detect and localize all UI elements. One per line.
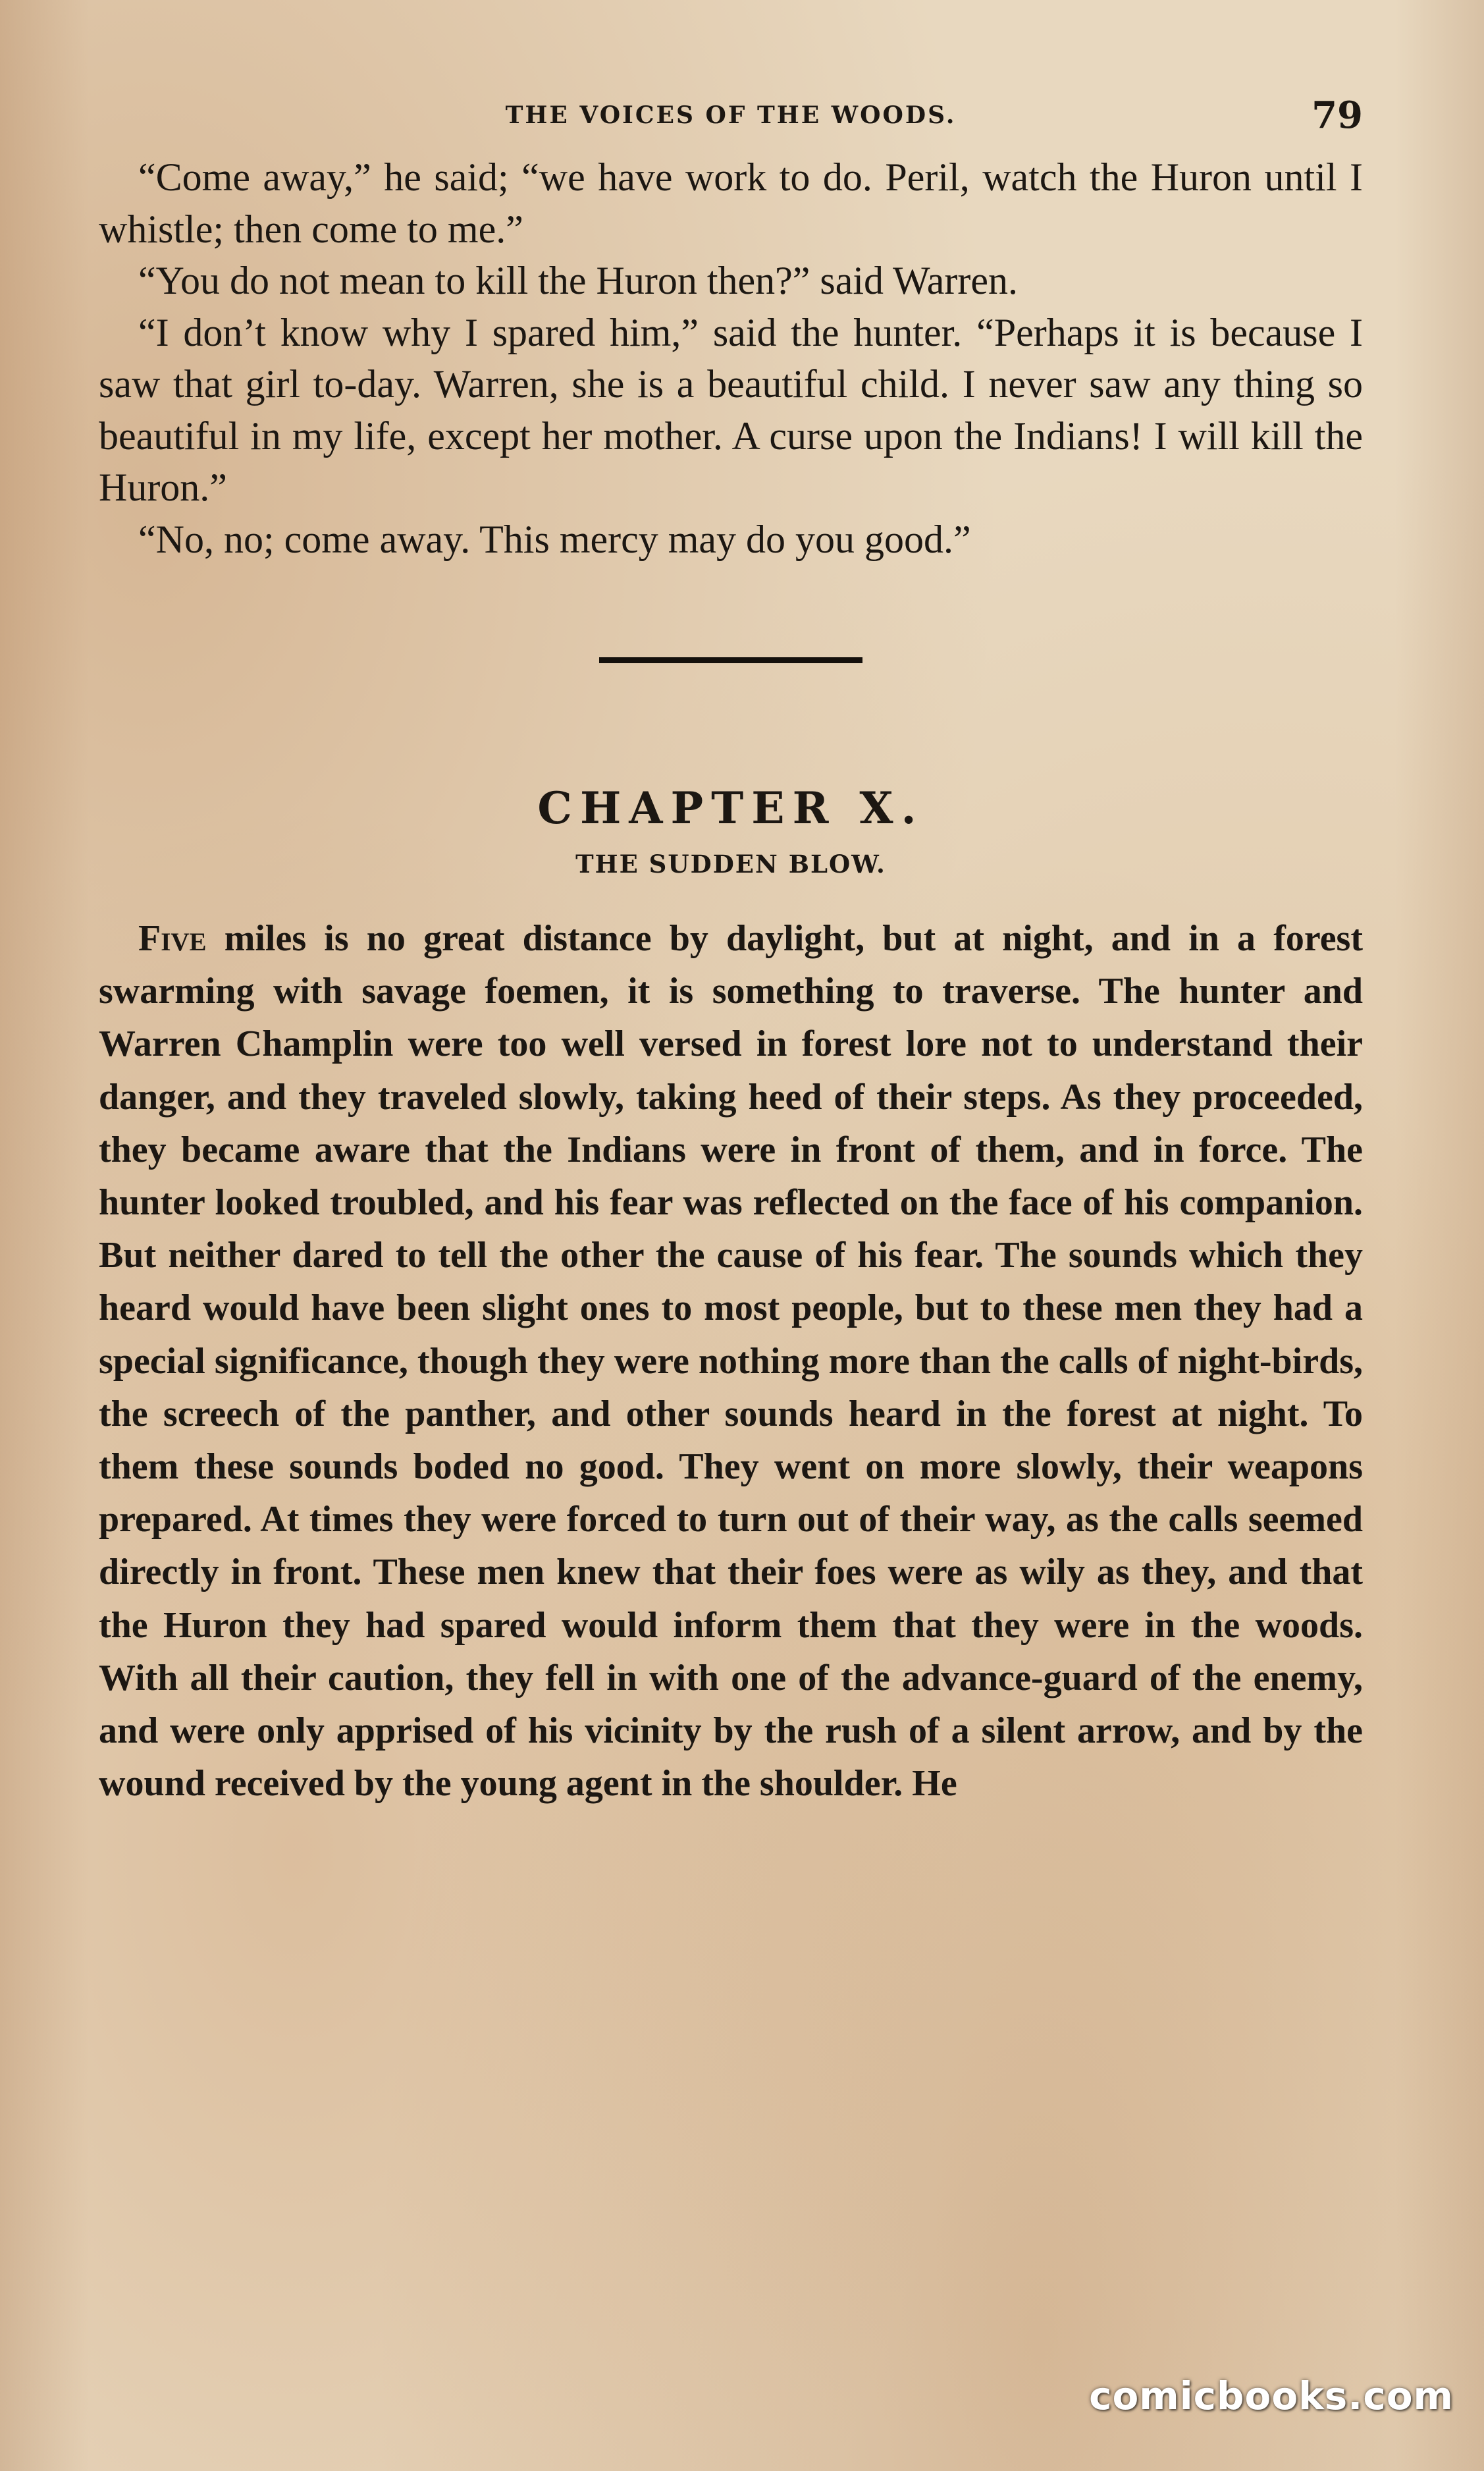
running-title: THE VOICES OF THE WOODS. <box>505 101 957 129</box>
chapter-body-text: miles is no great distance by daylight, but at night, and in a forest swarming with savage foemen, it is something to traverse. The hunter and Warren Champlin were too well versed in forest lore not to understand their danger, and they traveled slowly, taking heed of their steps. As they proceeded, they became aware that the Indians were in front of them, and in force. The hunter looked troubled, and his fear was reflected on the face of his companion. But neither dared to tell the other the cause of his fear. The sounds which they heard would have been slight ones to most people, but to these men they had a special significance, though they were nothing more than the calls of night-birds, the screech of the panther, and other sounds heard in the forest at night. To them these sounds boded no good. They went on more slowly, their weapons prepared. At times they were forced to turn out of their way, as the calls seemed directly in front. These men knew that their foes were as wily as they, and that the Huron they had spared would inform them that they were in the woods. With all their caution, they fell in with one of the advance-guard of the enemy, and were only apprised of his vicinity by the rush of a silent arrow, and by the wound received by the young agent in the shoulder. He <box>99 918 1363 1805</box>
paragraph: “Come away,” he said; “we have work to do. Peril, watch the Huron until I whistle; then come to me.” <box>99 155 1363 251</box>
chapter-heading: CHAPTER X. <box>537 782 924 834</box>
upper-text-block <box>99 151 1363 565</box>
running-head <box>99 79 1363 151</box>
section-divider-rule <box>599 657 862 663</box>
chapter-lead-word: Five <box>138 918 207 959</box>
paragraph: “You do not mean to kill the Huron then?” said Warren. <box>138 259 1019 302</box>
page-number: 79 <box>1312 94 1363 137</box>
paragraph: “I don’t know why I spared him,” said the hunter. “Perhaps it is because I saw that girl to-day. Warren, she is a beautiful child. I never saw any thing so beautiful in my life, except her mother. A curse upon the Indians! I will kill the Huron.” <box>99 310 1363 509</box>
page-content <box>99 79 1363 2318</box>
site-watermark: comicbooks.com <box>1089 2374 1454 2418</box>
chapter-subtitle: THE SUDDEN BLOW. <box>575 850 886 879</box>
chapter-body-paragraph <box>99 912 1363 1810</box>
paragraph: “No, no; come away. This mercy may do you good.” <box>138 517 971 561</box>
